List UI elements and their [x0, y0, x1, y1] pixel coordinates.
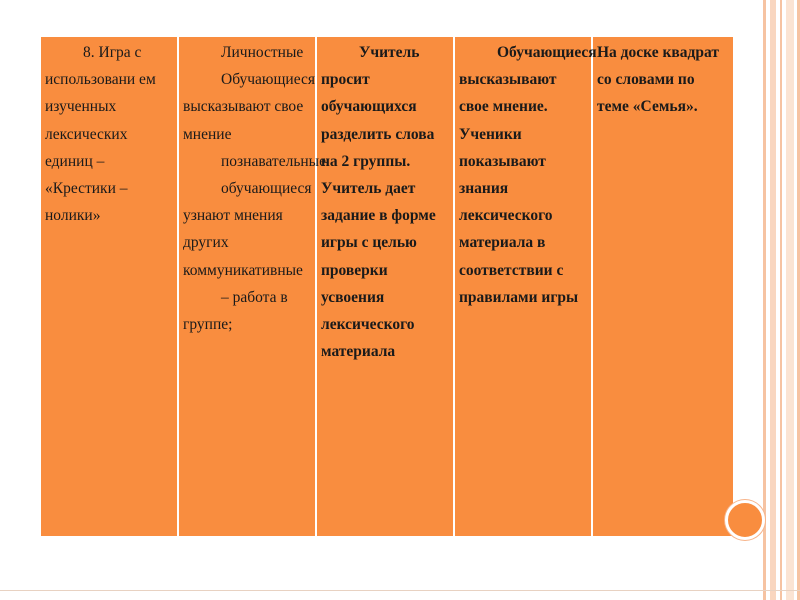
means-text: На доске квадрат со словами по теме «Семья».: [597, 44, 719, 116]
uud-cognitive-label: познавательные: [221, 152, 326, 170]
student-activity: Обучающиеся высказывают свое мнение. Ученики показывают знания лексического материала в соответствии с правилами игры: [459, 44, 597, 306]
cell-teacher: [317, 37, 455, 536]
cell-stage-text: [45, 39, 173, 229]
uud-personal-label: Личностные: [221, 44, 304, 61]
decor-circle: [725, 500, 765, 540]
stage-text: 8. Игра с использовани ем изученных лексических единиц – «Крестики – нолики»: [45, 44, 156, 225]
lesson-table: [41, 37, 733, 536]
cell-uud: [179, 37, 326, 536]
teacher-activity: Учитель просит обучающихся разделить слова на 2 группы. Учитель дает задание в форме игры с целью проверки усвоения лексического материала: [321, 44, 436, 361]
decor-stripe: [786, 0, 794, 600]
cell-students-text: [459, 39, 597, 311]
cell-students: [455, 37, 597, 536]
decor-stripe: [763, 0, 766, 600]
uud-cognitive-desc: обучающиеся узнают мнения других коммуникативные: [183, 180, 312, 279]
decor-stripe: [780, 0, 782, 600]
uud-personal-desc: Обучающиеся высказывают свое мнение: [183, 71, 315, 143]
decor-stripe: [770, 0, 776, 600]
cell-stage: [41, 37, 179, 536]
decor-bottom-line: [0, 590, 800, 591]
cell-means: [593, 37, 733, 536]
cell-uud-text: [183, 39, 326, 338]
cell-teacher-text: [321, 39, 449, 365]
cell-means-text: [597, 39, 729, 121]
uud-communicative-desc: – работа в группе;: [183, 288, 288, 334]
